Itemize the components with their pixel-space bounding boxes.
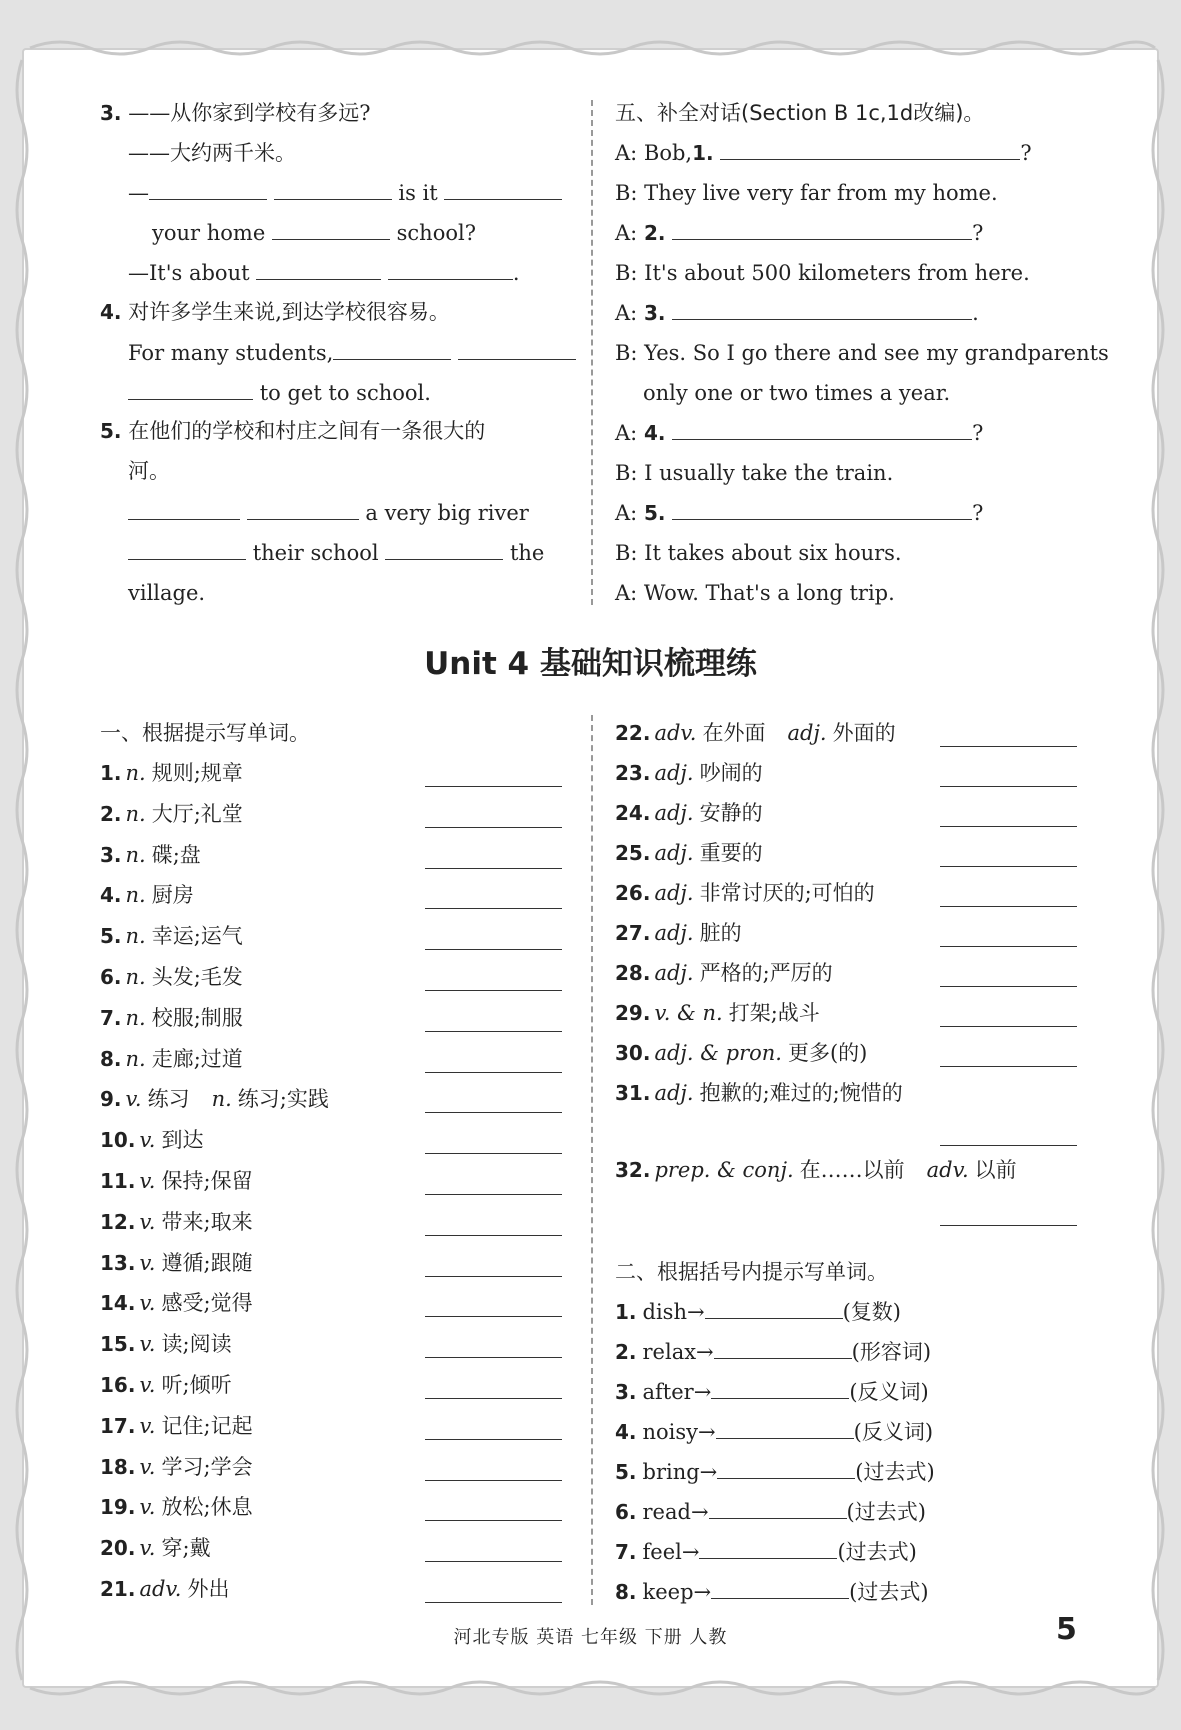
q5-line4-a: their school bbox=[252, 541, 379, 565]
answer-line[interactable] bbox=[425, 1153, 562, 1154]
answer-blank[interactable] bbox=[458, 338, 576, 360]
dialogue-line-4: B: It's about 500 kilometers from here. bbox=[615, 261, 1030, 285]
chinese-meaning: 听;倾听 bbox=[161, 1373, 232, 1397]
vocab-item bbox=[100, 1248, 253, 1278]
chinese-meaning: 感受;觉得 bbox=[161, 1291, 253, 1316]
footer-text: 河北专版 英语 七年级 下册 人教 bbox=[453, 1627, 728, 1648]
chinese-meaning: 吵闹的 bbox=[699, 761, 763, 785]
chinese-meaning: 练习 bbox=[147, 1087, 190, 1112]
part-of-speech: adj. bbox=[654, 921, 694, 945]
page-number: 5 bbox=[1056, 1612, 1077, 1647]
answer-blank[interactable] bbox=[699, 1537, 837, 1559]
item-number: 22. bbox=[615, 721, 651, 745]
hint-text: (反义词) bbox=[853, 1420, 934, 1444]
base-word: dish→ bbox=[642, 1300, 705, 1324]
vocab-item bbox=[615, 758, 763, 788]
answer-line[interactable] bbox=[425, 1398, 562, 1399]
vocab-item bbox=[615, 1038, 867, 1068]
part-of-speech: adj. & pron. bbox=[654, 1041, 782, 1065]
q3-line5 bbox=[128, 258, 520, 288]
q3-number: 3. bbox=[100, 101, 122, 125]
answer-line[interactable] bbox=[425, 1602, 562, 1603]
item-number: 4. bbox=[100, 883, 122, 908]
item-number: 12. bbox=[100, 1209, 136, 1234]
answer-blank[interactable] bbox=[714, 1337, 852, 1359]
dialogue-line-2: B: They live very far from my home. bbox=[615, 181, 998, 205]
vocab-item bbox=[100, 1452, 253, 1482]
q3-line3 bbox=[128, 178, 562, 208]
part-of-speech: n. bbox=[125, 924, 146, 949]
part-of-speech: v. bbox=[139, 1128, 156, 1153]
chinese-meaning: 遵循;跟随 bbox=[161, 1250, 253, 1275]
line-end: . bbox=[972, 301, 979, 325]
transform-item bbox=[615, 1417, 933, 1447]
vocab-item bbox=[100, 1166, 253, 1196]
vocab-item bbox=[615, 958, 833, 988]
vocab-item bbox=[100, 1003, 243, 1033]
chinese-meaning: 打架;战斗 bbox=[728, 1001, 820, 1025]
blank-number: 3. bbox=[643, 301, 666, 325]
vocab-item bbox=[100, 1288, 253, 1318]
blank-number: 5. bbox=[643, 501, 666, 525]
line-end: ? bbox=[1020, 141, 1032, 165]
chinese-meaning: 校服;制服 bbox=[151, 1005, 243, 1030]
item-number: 7. bbox=[615, 1540, 637, 1564]
part-of-speech: v. bbox=[139, 1373, 156, 1397]
answer-line[interactable] bbox=[425, 1072, 562, 1073]
part-of-speech: v. bbox=[139, 1169, 156, 1193]
vocab-item bbox=[100, 1125, 204, 1155]
answer-blank[interactable] bbox=[717, 1457, 855, 1479]
q4-chinese: 对许多学生来说,到达学校很容易。 bbox=[128, 300, 450, 324]
vocab-item bbox=[100, 1533, 211, 1563]
dialogue-line-8 bbox=[615, 418, 983, 448]
part-of-speech: v. bbox=[139, 1413, 156, 1438]
answer-line[interactable] bbox=[425, 868, 562, 869]
q5-line4 bbox=[128, 538, 544, 568]
item-number: 7. bbox=[100, 1005, 122, 1030]
hint-text: (复数) bbox=[842, 1300, 901, 1324]
speaker-label: A: bbox=[615, 501, 638, 525]
q5-line1 bbox=[100, 416, 485, 446]
vocab-item bbox=[615, 838, 763, 868]
part-of-speech: n. bbox=[125, 883, 146, 908]
item-number: 8. bbox=[615, 1580, 637, 1604]
part-of-speech: n. bbox=[125, 1046, 146, 1071]
part-of-speech: v. & n. bbox=[654, 1001, 723, 1025]
blank-number: 1. bbox=[692, 141, 714, 165]
answer-line[interactable] bbox=[425, 1480, 562, 1481]
blank-number: 2. bbox=[643, 221, 666, 245]
vocab-item bbox=[100, 1492, 253, 1522]
item-number: 4. bbox=[615, 1420, 637, 1444]
chinese-meaning: 以前 bbox=[974, 1158, 1017, 1182]
item-number: 1. bbox=[615, 1300, 637, 1324]
answer-blank[interactable] bbox=[333, 338, 451, 360]
speaker-label: A: bbox=[615, 301, 638, 325]
item-number: 1. bbox=[100, 761, 122, 785]
vocab-item bbox=[100, 880, 194, 910]
vocab-item bbox=[100, 921, 243, 951]
base-word: keep→ bbox=[642, 1580, 712, 1604]
vocab-item bbox=[100, 1329, 232, 1359]
chinese-meaning: 外出 bbox=[187, 1577, 230, 1601]
transform-item bbox=[615, 1297, 901, 1327]
q5-line3-text: a very big river bbox=[365, 501, 529, 525]
vocab-item bbox=[100, 758, 243, 788]
chinese-meaning: 记住;记起 bbox=[161, 1413, 253, 1438]
chinese-meaning: 更多(的) bbox=[787, 1041, 868, 1065]
chinese-meaning: 在外面 bbox=[702, 721, 766, 745]
part-of-speech: v. bbox=[139, 1454, 156, 1479]
chinese-meaning: 幸运;运气 bbox=[151, 924, 243, 949]
answer-blank[interactable] bbox=[388, 258, 513, 280]
vocab-item bbox=[615, 1155, 1017, 1185]
bottom-column-divider bbox=[591, 715, 593, 1605]
answer-line[interactable] bbox=[425, 786, 562, 787]
transform-item bbox=[615, 1337, 931, 1367]
item-number: 13. bbox=[100, 1250, 136, 1275]
answer-line[interactable] bbox=[940, 746, 1077, 747]
q4-line1 bbox=[100, 297, 450, 327]
item-number: 26. bbox=[615, 881, 651, 905]
dialogue-line-3 bbox=[615, 218, 983, 248]
chinese-meaning: 头发;毛发 bbox=[151, 965, 243, 989]
q4-number: 4. bbox=[100, 300, 122, 324]
part-of-speech: v. bbox=[139, 1332, 156, 1357]
line-end: ? bbox=[972, 221, 984, 245]
chinese-meaning: 外面的 bbox=[832, 721, 896, 745]
q4-line3 bbox=[128, 378, 431, 408]
item-number: 27. bbox=[615, 921, 651, 945]
answer-line[interactable] bbox=[425, 1520, 562, 1521]
q5-chinese-1: 在他们的学校和村庄之间有一条很大的 bbox=[128, 419, 486, 443]
q5-line5: village. bbox=[128, 581, 206, 605]
answer-blank[interactable] bbox=[247, 498, 359, 520]
item-number: 15. bbox=[100, 1332, 136, 1357]
speaker-label: A: bbox=[615, 421, 638, 445]
hint-text: (过去式) bbox=[837, 1540, 917, 1564]
answer-line[interactable] bbox=[940, 1066, 1077, 1067]
vocab-item bbox=[615, 878, 875, 908]
vocab-item bbox=[615, 918, 742, 948]
vocab-item bbox=[100, 1574, 229, 1604]
part-of-speech: v. bbox=[139, 1209, 156, 1234]
answer-line[interactable] bbox=[940, 826, 1077, 827]
dialogue-line-11: B: It takes about six hours. bbox=[615, 541, 902, 565]
item-number: 5. bbox=[100, 924, 122, 949]
item-number: 14. bbox=[100, 1291, 136, 1316]
line-end: ? bbox=[972, 421, 984, 445]
answer-blank[interactable] bbox=[672, 218, 972, 240]
answer-blank[interactable] bbox=[720, 138, 1020, 160]
transform-item bbox=[615, 1497, 926, 1527]
answer-blank[interactable] bbox=[128, 498, 240, 520]
item-number: 10. bbox=[100, 1128, 136, 1153]
answer-line[interactable] bbox=[940, 986, 1077, 987]
part-of-speech: n. bbox=[125, 965, 146, 989]
part-of-speech: adj. bbox=[654, 881, 694, 905]
base-word: relax→ bbox=[642, 1340, 714, 1364]
answer-blank[interactable] bbox=[128, 378, 253, 400]
part-of-speech: adj. bbox=[654, 761, 694, 785]
item-number: 20. bbox=[100, 1536, 136, 1561]
speaker-label: A: Bob, bbox=[615, 141, 693, 165]
base-word: read→ bbox=[642, 1500, 709, 1524]
answer-blank[interactable] bbox=[709, 1497, 847, 1519]
speaker-label: A: bbox=[615, 221, 638, 245]
hint-text: (形容词) bbox=[851, 1340, 932, 1364]
part-of-speech: v. bbox=[139, 1250, 156, 1275]
answer-line[interactable] bbox=[940, 1145, 1077, 1146]
chinese-meaning: 安静的 bbox=[699, 801, 763, 825]
dialogue-line-10 bbox=[615, 498, 983, 528]
answer-line[interactable] bbox=[940, 866, 1077, 867]
answer-blank[interactable] bbox=[711, 1577, 849, 1599]
answer-line[interactable] bbox=[425, 1316, 562, 1317]
answer-line[interactable] bbox=[425, 827, 562, 828]
item-number: 24. bbox=[615, 801, 651, 825]
vocab-item bbox=[100, 1411, 253, 1441]
answer-line[interactable] bbox=[940, 906, 1077, 907]
q3-line4 bbox=[152, 218, 476, 248]
part-of-speech: n. bbox=[125, 761, 146, 785]
item-number: 5. bbox=[615, 1460, 637, 1484]
part-of-speech: n. bbox=[211, 1087, 232, 1112]
transform-item bbox=[615, 1577, 929, 1607]
answer-blank[interactable] bbox=[716, 1417, 854, 1439]
item-number: 9. bbox=[100, 1087, 122, 1112]
chinese-meaning: 读;阅读 bbox=[161, 1332, 232, 1357]
answer-line[interactable] bbox=[425, 908, 562, 909]
transform-item bbox=[615, 1537, 917, 1567]
item-number: 31. bbox=[615, 1081, 651, 1105]
vocab-item bbox=[100, 1370, 232, 1400]
answer-blank[interactable] bbox=[672, 418, 972, 440]
q3-chinese-2: ——大约两千米。 bbox=[128, 141, 296, 165]
chinese-meaning: 脏的 bbox=[699, 921, 742, 945]
top-column-divider bbox=[591, 100, 593, 605]
chinese-meaning: 走廊;过道 bbox=[151, 1046, 243, 1071]
answer-line[interactable] bbox=[425, 1276, 562, 1277]
blank-number: 4. bbox=[643, 421, 666, 445]
item-number: 6. bbox=[615, 1500, 637, 1524]
hint-text: (过去式) bbox=[846, 1500, 926, 1524]
chinese-meaning: 规则;规章 bbox=[151, 761, 243, 785]
chinese-meaning: 碟;盘 bbox=[151, 842, 201, 867]
part-of-speech: prep. & conj. bbox=[654, 1158, 794, 1182]
item-number: 18. bbox=[100, 1454, 136, 1479]
q4-line3-text: to get to school. bbox=[259, 381, 431, 405]
section2-heading: 二、根据括号内提示写单词。 bbox=[615, 1260, 888, 1284]
vocab-item bbox=[615, 798, 763, 828]
chinese-meaning: 厨房 bbox=[151, 883, 194, 908]
part-of-speech: adj. bbox=[787, 721, 827, 745]
chinese-meaning: 放松;休息 bbox=[161, 1495, 253, 1520]
answer-blank[interactable] bbox=[672, 498, 972, 520]
q4-line2-text: For many students, bbox=[128, 341, 334, 365]
vocab-item bbox=[615, 718, 896, 748]
chinese-meaning: 学习;学会 bbox=[161, 1454, 253, 1479]
vocab-item bbox=[100, 1084, 329, 1114]
answer-line[interactable] bbox=[425, 1031, 562, 1032]
item-number: 32. bbox=[615, 1158, 651, 1182]
q3-line4-b: school? bbox=[396, 221, 476, 245]
hint-text: (过去式) bbox=[855, 1460, 935, 1484]
answer-line[interactable] bbox=[940, 1225, 1077, 1226]
answer-blank[interactable] bbox=[385, 538, 503, 560]
q5-chinese-2: 河。 bbox=[128, 459, 170, 483]
answer-line[interactable] bbox=[425, 1194, 562, 1195]
q4-line2 bbox=[128, 338, 576, 368]
q5-number: 5. bbox=[100, 419, 122, 443]
item-number: 17. bbox=[100, 1413, 136, 1438]
base-word: after→ bbox=[642, 1380, 712, 1404]
q5-line4-b: the bbox=[509, 541, 545, 565]
transform-item bbox=[615, 1457, 935, 1487]
q3-line1 bbox=[100, 98, 370, 128]
chinese-meaning: 重要的 bbox=[699, 841, 763, 865]
item-number: 21. bbox=[100, 1577, 136, 1601]
answer-blank[interactable] bbox=[272, 218, 390, 240]
item-number: 23. bbox=[615, 761, 651, 785]
base-word: bring→ bbox=[642, 1460, 718, 1484]
item-number: 8. bbox=[100, 1046, 122, 1071]
q3-dash: — bbox=[128, 181, 149, 205]
vocab-item bbox=[100, 840, 201, 870]
q3-line4-a: your home bbox=[152, 221, 266, 245]
item-number: 6. bbox=[100, 965, 122, 989]
chinese-meaning: 在……以前 bbox=[799, 1158, 905, 1182]
dialogue-line-12: A: Wow. That's a long trip. bbox=[615, 581, 895, 605]
answer-line[interactable] bbox=[425, 1357, 562, 1358]
base-word: noisy→ bbox=[642, 1420, 716, 1444]
part-of-speech: n. bbox=[125, 842, 146, 867]
answer-blank[interactable] bbox=[672, 298, 972, 320]
item-number: 28. bbox=[615, 961, 651, 985]
vocab-item bbox=[615, 1078, 903, 1108]
answer-line[interactable] bbox=[940, 946, 1077, 947]
answer-blank[interactable] bbox=[149, 178, 267, 200]
answer-line[interactable] bbox=[940, 1026, 1077, 1027]
dialogue-heading: 五、补全对话(Section B 1c,1d改编)。 bbox=[615, 101, 985, 125]
part-of-speech: adj. bbox=[654, 801, 694, 825]
section1-heading: 一、根据提示写单词。 bbox=[100, 721, 310, 745]
dialogue-line-9: B: I usually take the train. bbox=[615, 461, 894, 485]
q3-line3-text: is it bbox=[398, 181, 438, 205]
vocab-item bbox=[615, 998, 820, 1028]
unit-title: Unit 4 基础知识梳理练 bbox=[424, 646, 757, 682]
dialogue-line-7: only one or two times a year. bbox=[643, 381, 951, 405]
answer-blank[interactable] bbox=[274, 178, 392, 200]
part-of-speech: adv. bbox=[654, 721, 697, 745]
chinese-meaning: 到达 bbox=[161, 1128, 204, 1153]
item-number: 3. bbox=[615, 1380, 637, 1404]
part-of-speech: adv. bbox=[139, 1577, 182, 1601]
item-number: 25. bbox=[615, 841, 651, 865]
q5-line3 bbox=[128, 498, 529, 528]
vocab-item bbox=[100, 799, 243, 829]
answer-line[interactable] bbox=[425, 990, 562, 991]
part-of-speech: v. bbox=[139, 1291, 156, 1316]
q3-chinese-1: ——从你家到学校有多远? bbox=[128, 101, 371, 125]
dialogue-line-1 bbox=[615, 138, 1032, 168]
part-of-speech: adj. bbox=[654, 961, 694, 985]
chinese-meaning: 大厅;礼堂 bbox=[151, 801, 243, 826]
hint-text: (过去式) bbox=[849, 1580, 929, 1604]
vocab-item bbox=[100, 1207, 253, 1237]
item-number: 11. bbox=[100, 1169, 136, 1193]
answer-line[interactable] bbox=[425, 949, 562, 950]
dialogue-line-6: B: Yes. So I go there and see my grandparents bbox=[615, 341, 1109, 365]
line-end: ? bbox=[972, 501, 984, 525]
part-of-speech: v. bbox=[139, 1536, 156, 1561]
item-number: 16. bbox=[100, 1373, 136, 1397]
chinese-meaning: 穿;戴 bbox=[161, 1536, 211, 1561]
answer-blank[interactable] bbox=[128, 538, 246, 560]
chinese-meaning: 练习;实践 bbox=[237, 1087, 329, 1112]
answer-blank[interactable] bbox=[705, 1297, 843, 1319]
part-of-speech: v. bbox=[139, 1495, 156, 1520]
part-of-speech: v. bbox=[125, 1087, 142, 1112]
part-of-speech: n. bbox=[125, 1005, 146, 1030]
part-of-speech: adv. bbox=[926, 1158, 969, 1182]
item-number: 2. bbox=[615, 1340, 637, 1364]
part-of-speech: adj. bbox=[654, 841, 694, 865]
part-of-speech: n. bbox=[125, 801, 146, 826]
answer-line[interactable] bbox=[425, 1112, 562, 1113]
chinese-meaning: 严格的;严厉的 bbox=[699, 961, 833, 985]
item-number: 19. bbox=[100, 1495, 136, 1520]
answer-line[interactable] bbox=[425, 1235, 562, 1236]
part-of-speech: adj. bbox=[654, 1081, 694, 1105]
vocab-item bbox=[100, 1044, 243, 1074]
answer-blank[interactable] bbox=[256, 258, 381, 280]
transform-item bbox=[615, 1377, 929, 1407]
chinese-meaning: 抱歉的;难过的;惋惜的 bbox=[699, 1081, 903, 1105]
answer-line[interactable] bbox=[425, 1439, 562, 1440]
answer-blank[interactable] bbox=[444, 178, 562, 200]
item-number: 3. bbox=[100, 842, 122, 867]
item-number: 2. bbox=[100, 801, 122, 826]
vocab-item bbox=[100, 962, 243, 992]
chinese-meaning: 带来;取来 bbox=[161, 1209, 253, 1234]
chinese-meaning: 保持;保留 bbox=[161, 1169, 253, 1193]
q3-line5-a: —It's about bbox=[128, 261, 250, 285]
answer-line[interactable] bbox=[425, 1561, 562, 1562]
hint-text: (反义词) bbox=[849, 1380, 929, 1404]
q3-line5-end: . bbox=[512, 261, 520, 285]
base-word: feel→ bbox=[642, 1540, 700, 1564]
answer-line[interactable] bbox=[940, 786, 1077, 787]
dialogue-line-5 bbox=[615, 298, 979, 328]
item-number: 29. bbox=[615, 1001, 651, 1025]
item-number: 30. bbox=[615, 1041, 651, 1065]
chinese-meaning: 非常讨厌的;可怕的 bbox=[699, 881, 875, 905]
answer-blank[interactable] bbox=[711, 1377, 849, 1399]
